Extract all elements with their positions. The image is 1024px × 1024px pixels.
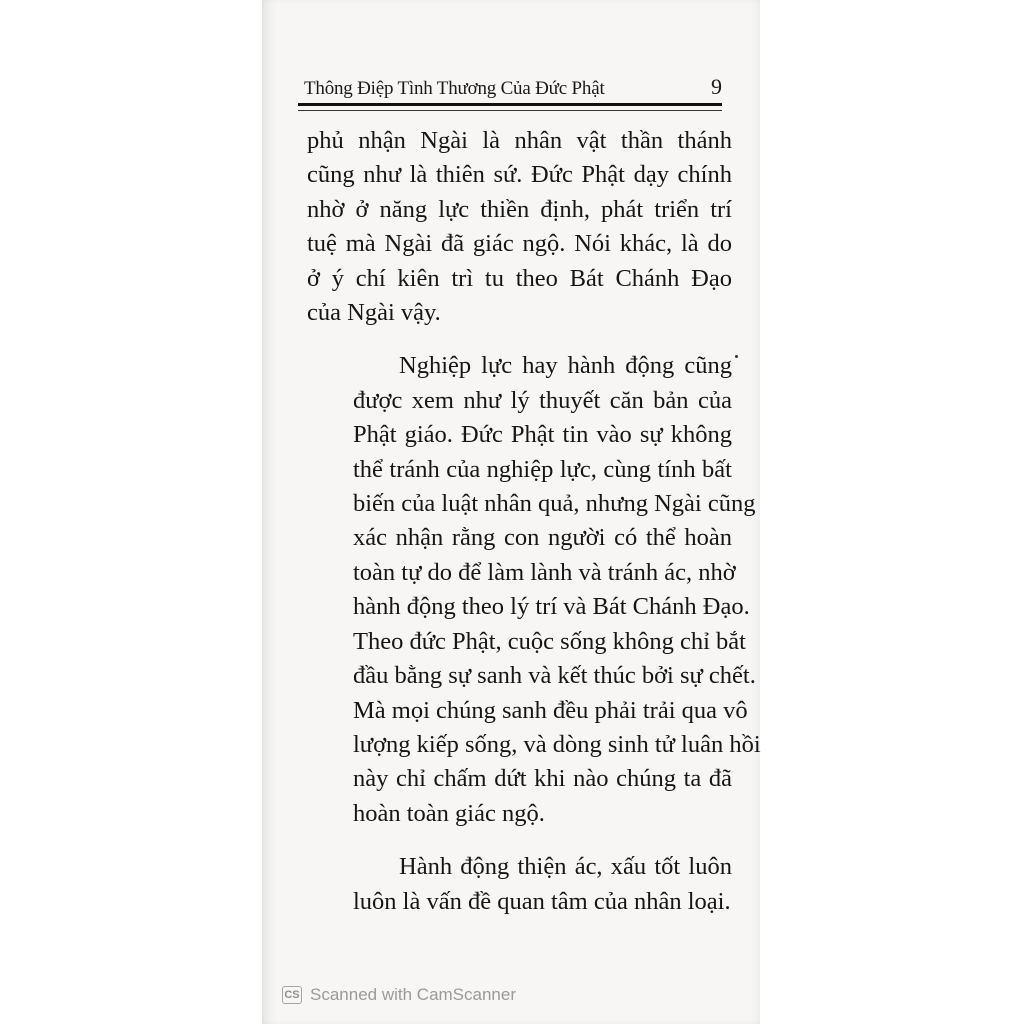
text-line: được xem như lý thuyết căn bản của — [353, 386, 732, 414]
text-line: ở ý chí kiên trì tu theo Bát Chánh Đạo — [307, 264, 732, 292]
text-line: đầu bằng sự sanh và kết thúc bởi sự chết. — [353, 662, 756, 690]
text-line: xác nhận rằng con người có thể hoàn — [353, 524, 732, 552]
text-line: nhờ ở năng lực thiền định, phát triển trí — [307, 195, 732, 223]
text-line: Mà mọi chúng sanh đều phải trải qua vô — [353, 696, 748, 724]
text-line: thể tránh của nghiệp lực, cùng tính bất — [353, 455, 732, 483]
header-rule-thin — [298, 110, 722, 111]
text-line: lượng kiếp sống, và dòng sinh tử luân hồi — [353, 730, 761, 758]
text-line: phủ nhận Ngài là nhân vật thần thánh — [307, 127, 732, 154]
camscanner-logo-icon: CS — [282, 986, 302, 1004]
text-line: cũng như là thiên sứ. Đức Phật dạy chính — [307, 161, 732, 189]
watermark-text: Scanned with CamScanner — [310, 985, 517, 1004]
text-line: này chỉ chấm dứt khi nào chúng ta đã — [353, 765, 732, 793]
text-line: hoàn toàn giác ngộ. — [353, 799, 545, 827]
header-rule-thick — [298, 103, 722, 106]
running-header — [304, 76, 724, 104]
text-line: Theo đức Phật, cuộc sống không chỉ bắt — [353, 627, 746, 655]
body-text — [307, 124, 761, 919]
text-line: luôn là vấn đề quan tâm của nhân loại. — [353, 887, 731, 915]
text-line: Phật giáo. Đức Phật tin vào sự không — [353, 421, 732, 449]
text-line: của Ngài vậy. — [307, 299, 441, 327]
scan-speck — [735, 355, 738, 358]
text-line: Nghiệp lực hay hành động cũng — [399, 352, 732, 380]
scanner-watermark — [282, 983, 516, 1007]
running-title: Thông Điệp Tình Thương Của Đức Phật — [304, 78, 605, 99]
text-line: tuệ mà Ngài đã giác ngộ. Nói khác, là do — [307, 230, 732, 258]
paragraph — [307, 124, 732, 330]
text-line: toàn tự do để làm lành và tránh ác, nhờ — [353, 558, 736, 586]
text-line: Hành động thiện ác, xấu tốt luôn — [399, 853, 732, 881]
paragraph — [307, 349, 761, 831]
text-line: hành động theo lý trí và Bát Chánh Đạo. — [353, 593, 750, 621]
paragraph — [307, 850, 732, 919]
page-number: 9 — [711, 74, 722, 99]
text-line: biến của luật nhân quả, nhưng Ngài cũng — [353, 490, 756, 518]
